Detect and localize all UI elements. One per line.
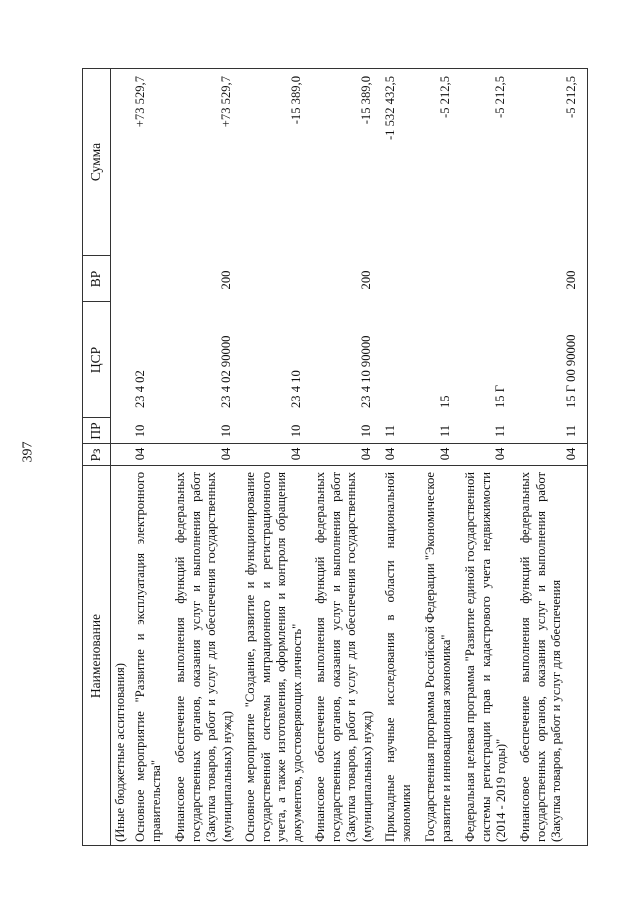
row-pr: 10 (289, 424, 303, 438)
row-csr: 15 (438, 395, 452, 408)
header-rz: Рз (88, 448, 104, 462)
row-csr: 23 4 10 (289, 370, 303, 408)
row-name: Прикладные научные исследования в области национальной экономики (383, 472, 413, 842)
row-csr: 23 4 02 (133, 370, 147, 408)
row-vr: 200 (219, 270, 233, 290)
column-divider (82, 465, 588, 466)
row-pr: 11 (383, 424, 397, 438)
page-number-text: 397 (20, 441, 35, 463)
row-sum: -1 532 432,5 (383, 76, 397, 141)
page-number (20, 435, 36, 469)
header-csr: ЦСР (88, 346, 104, 374)
row-rz: 04 (438, 447, 452, 461)
header-name: Наименование (88, 613, 104, 699)
header-divider (110, 68, 111, 846)
row-sum: +73 529,7 (133, 76, 147, 128)
row-sum: -5 212,5 (438, 76, 452, 118)
row-name: Финансовое обеспечение выполнения функций федеральных государственных органов, оказания услуг и выполнения работ (Закупка товаров, работ и услуг для обеспечения (518, 472, 563, 842)
row-sum: +73 529,7 (219, 76, 233, 128)
row-name: Основное мероприятие "Развитие и эксплуатация электронного правительства" (133, 472, 163, 842)
row-pr: 10 (133, 424, 147, 438)
row-name: Основное мероприятие "Создание, развитие и функционирование государственной системы миграционного и регистрационного учета, а также изготовления, оформления и контроля обращения документов, удостоверяющих личность" (243, 472, 304, 842)
row-rz: 04 (289, 447, 303, 461)
row-sum: -5 212,5 (493, 76, 507, 118)
header-pr: ПР (88, 422, 104, 440)
row-name: Финансовое обеспечение выполнения функций федеральных государственных органов, оказания услуг и выполнения работ (Закупка товаров, работ и услуг для обеспечения государственных (муниципальных) нужд) (173, 472, 234, 842)
row-name: Государственная программа Российской Федерации "Экономическое развитие и инновационная экономика" (423, 472, 453, 842)
row-rz: 04 (383, 447, 397, 461)
column-divider (82, 443, 588, 444)
header-vr: ВР (88, 270, 104, 288)
row-name: Федеральная целевая программа "Развитие единой государственной системы регистрации прав и кадастрового учета недвижимости (2014 - 2019 годы)" (463, 472, 508, 842)
budget-table (82, 68, 588, 846)
row-pr: 11 (438, 424, 452, 438)
row-sum: -15 389,0 (289, 76, 303, 125)
row-rz: 04 (359, 447, 373, 461)
row-pr: 10 (219, 424, 233, 438)
row-pr: 11 (564, 424, 578, 438)
row-csr: 15 Г 00 90000 (564, 334, 578, 408)
row-pr: 11 (493, 424, 507, 438)
row-vr: 200 (359, 270, 373, 290)
row-rz: 04 (493, 447, 507, 461)
row-csr: 23 4 02 90000 (219, 335, 233, 408)
row-csr: 15 Г (493, 384, 507, 408)
row-rz: 04 (133, 447, 147, 461)
row-sum: -15 389,0 (359, 76, 373, 125)
row-rz: 04 (219, 447, 233, 461)
row-vr: 200 (564, 270, 578, 290)
row-rz: 04 (564, 447, 578, 461)
row-name: (Иные бюджетные ассигнования) (113, 663, 127, 842)
row-name: Финансовое обеспечение выполнения функций федеральных государственных органов, оказания услуг и выполнения работ (Закупка товаров, работ и услуг для обеспечения государственных (муниципальных) нужд) (313, 472, 374, 842)
row-csr: 23 4 10 90000 (359, 335, 373, 408)
row-sum: -5 212,5 (564, 76, 578, 118)
row-pr: 10 (359, 424, 373, 438)
header-sum: Сумма (88, 142, 104, 182)
